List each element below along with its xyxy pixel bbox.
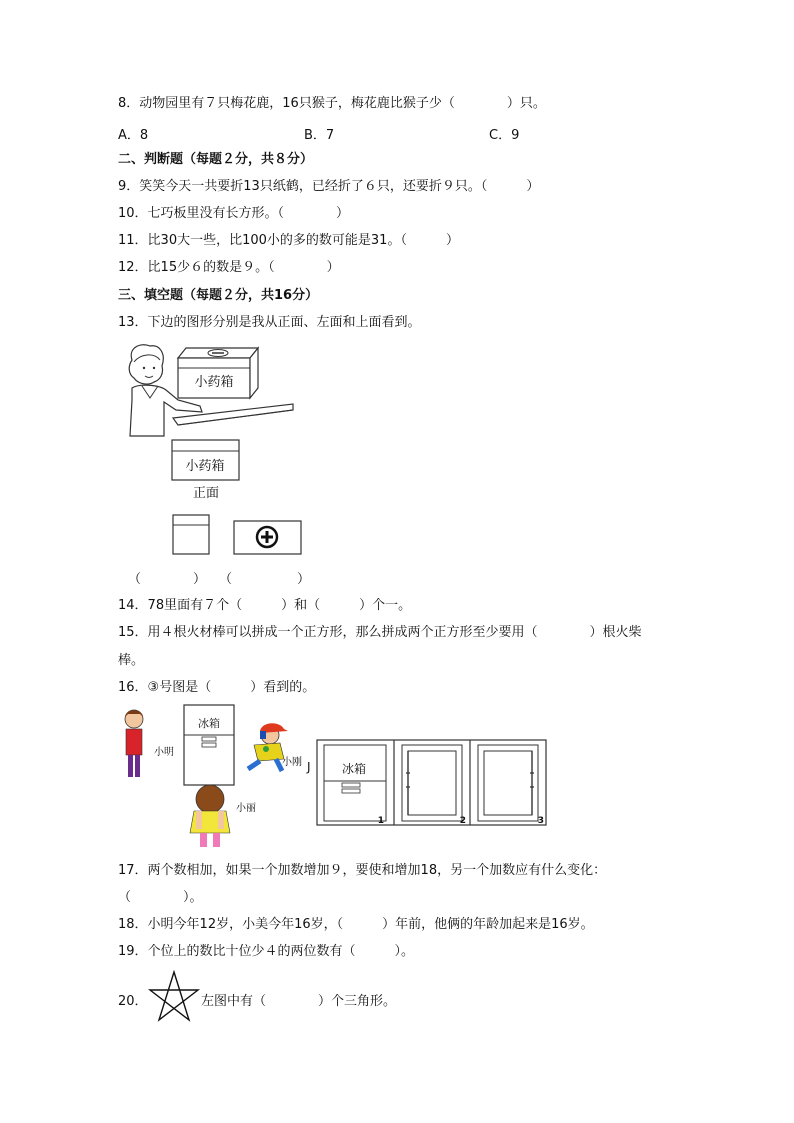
question-9: 9．笑笑今天一共要折13只纸鹤，已经折了６只，还要折９只。（ ） — [118, 179, 540, 194]
q16-view-1-number: 1 — [377, 816, 384, 826]
question-16: 16．③号图是（ ）看到的。 — [118, 680, 316, 695]
person-label-xiaogang: 小刚 — [282, 757, 302, 768]
q13-top-view — [233, 520, 303, 556]
question-10: 10．七巧板里没有长方形。（ ） — [118, 206, 350, 221]
question-13: 13．下边的图形分别是我从正面、左面和上面看到。 — [118, 315, 421, 330]
person-label-xiaoli: 小丽 — [236, 803, 256, 814]
q8-option-c: C．9 — [489, 128, 520, 143]
star-figure — [147, 970, 201, 1024]
person-label-xiaoming: 小明 — [154, 747, 174, 758]
q13-front-view — [171, 439, 241, 483]
question-17-line-1: 17．两个数相加，如果一个加数增加９，要使和增加18，另一个加数应有什么变化： — [118, 863, 607, 878]
q8-option-b: B．7 — [304, 128, 335, 143]
q13-box-label: 小药箱 — [194, 375, 234, 390]
question-15-line-1: 15．用４根火材棒可以拼成一个正方形，那么拼成两个正方形至少要用（ ）根火柴 — [118, 625, 642, 640]
question-8: 8．动物园里有７只梅花鹿，16只猴子，梅花鹿比猴子少（ ）只。 — [118, 96, 546, 111]
question-17-line-2: （ ）。 — [118, 890, 203, 905]
question-18: 18．小明今年12岁，小美今年16岁，（ ）年前，他俩的年龄加起来是16岁。 — [118, 917, 594, 932]
q13-girl-medicine-box-illustration — [118, 340, 298, 440]
q8-option-a: A．8 — [118, 128, 149, 143]
q13-answer-blanks[interactable]: （ ） （ ） — [128, 572, 311, 587]
q13-front-caption: 正面 — [193, 486, 220, 501]
question-15-line-2: 棒。 — [118, 653, 145, 668]
q16-view-1-label: 冰箱 — [341, 762, 367, 776]
q16-bracket-mark: J — [307, 760, 311, 774]
question-12: 12．比15少６的数是９。（ ） — [118, 260, 340, 275]
q16-three-views-panel — [316, 739, 548, 827]
q16-fridge-scene-illustration — [118, 703, 308, 851]
q16-view-3-number: 3 — [537, 816, 544, 826]
section-2-title: 二、判断题（每题２分，共８分） — [118, 152, 314, 167]
q13-left-view — [172, 514, 212, 556]
question-11: 11．比30大一些，比100小的多的数可能是31。（ ） — [118, 233, 459, 248]
section-3-title: 三、填空题（每题２分，共16分） — [118, 288, 319, 303]
question-14: 14．78里面有７个（ ）和（ ）个一。 — [118, 598, 412, 613]
q16-view-2-number: 2 — [459, 816, 466, 826]
question-19: 19．个位上的数比十位少４的两位数有（ ）。 — [118, 944, 415, 959]
q16-fridge-label: 冰箱 — [198, 717, 220, 730]
q13-front-label: 小药箱 — [185, 459, 225, 474]
question-20-number: 20． — [118, 994, 148, 1009]
question-20-text: 左图中有（ ）个三角形。 — [201, 994, 397, 1009]
